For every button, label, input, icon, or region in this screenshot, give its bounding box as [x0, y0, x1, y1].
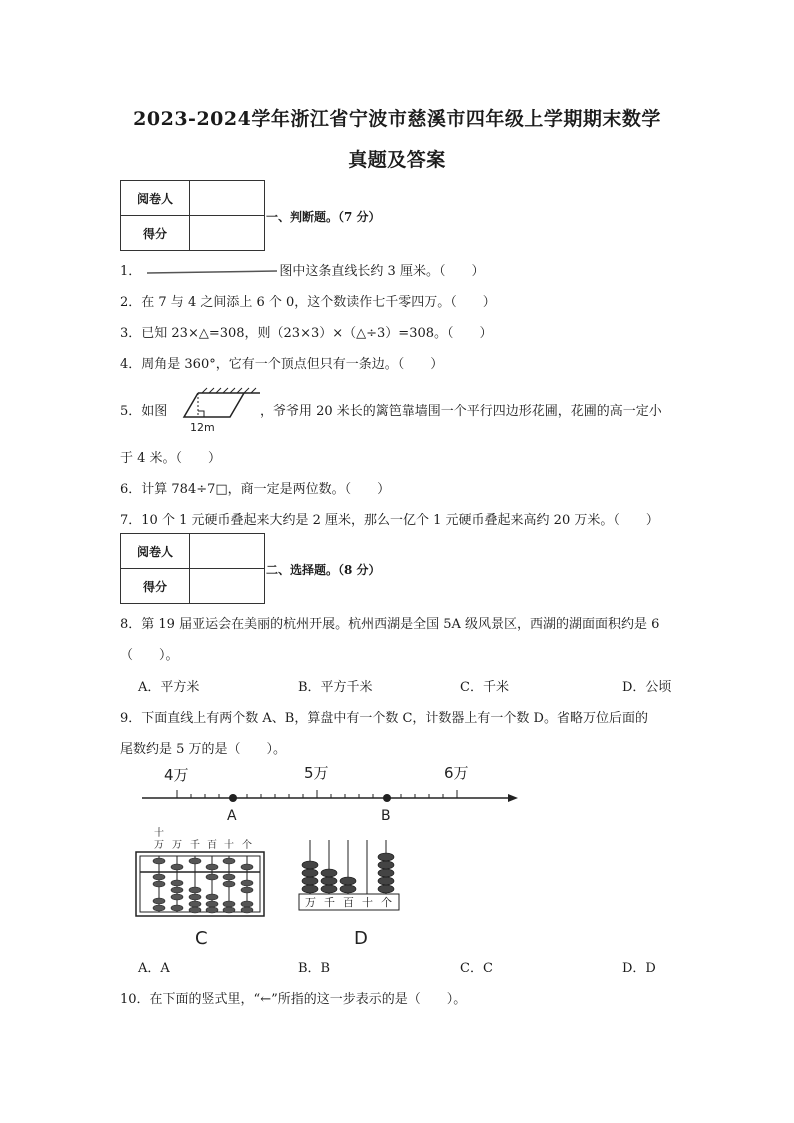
label-4wan: 4万: [164, 766, 189, 784]
point-a: [229, 794, 237, 802]
question-6: 6．计算 784÷7□，商一定是两位数。（ ）: [120, 482, 391, 497]
page-title-line1: 2023-2024学年浙江省宁波市慈溪市四年级上学期期末数学: [133, 108, 661, 130]
counter-bead: [321, 877, 337, 885]
q9-option-b[interactable]: B．B: [298, 961, 331, 976]
counter-header-3: 十: [362, 896, 373, 909]
q9-option-a[interactable]: A．A: [138, 961, 170, 976]
q8-option-c[interactable]: C．千米: [460, 680, 509, 695]
counter-bead: [321, 869, 337, 877]
point-b-label: B: [381, 808, 391, 824]
question-3: 3．已知 23×△=308，则（23×3）×（△÷3）=308。（ ）: [120, 326, 493, 341]
counter-header-2: 百: [343, 896, 354, 909]
question-5-cont: 于 4 米。（ ）: [120, 451, 222, 466]
reviewer-blank: [190, 181, 265, 216]
counter-header-0: 万: [305, 896, 316, 909]
line-figure: [145, 266, 279, 278]
q9-option-c[interactable]: C．C: [460, 961, 493, 976]
label-6wan: 6万: [444, 764, 469, 782]
question-10: 10．在下面的竖式里，“←”所指的这一步表示的是（ ）。: [120, 992, 467, 1007]
point-a-label: A: [227, 808, 237, 824]
page-title-line2: 真题及答案: [348, 149, 446, 171]
score-blank: [190, 569, 265, 604]
abacus-header-1: 万: [172, 840, 182, 851]
point-b: [383, 794, 391, 802]
abacus-c: [132, 826, 272, 946]
counter-bead: [378, 861, 394, 869]
counter-bead: [340, 877, 356, 885]
counter-bead: [321, 885, 337, 893]
question-1-number: 1．: [120, 264, 142, 279]
abacus-header-0: 万: [154, 840, 164, 851]
counter-d: [296, 832, 406, 946]
counter-caption: D: [354, 928, 368, 946]
question-7: 7．10 个 1 元硬币叠起来大约是 2 厘米，那么一亿个 1 元硬币叠起来高约 20 万米。（ ）: [120, 513, 659, 528]
counter-header-4: 个: [381, 896, 392, 909]
counter-bead: [302, 877, 318, 885]
q8-option-b[interactable]: B．平方千米: [298, 680, 373, 695]
counter-header-1: 千: [324, 896, 335, 909]
reviewer-label: 阅卷人: [121, 534, 190, 569]
counter-bead: [302, 885, 318, 893]
question-5-number: 5．如图: [120, 404, 168, 419]
counter-bead: [302, 861, 318, 869]
figure-label-12m: 12m: [190, 421, 215, 434]
abacus-caption: C: [195, 928, 208, 946]
section1-heading: 一、判断题。（7 分）: [266, 210, 381, 224]
question-2: 2．在 7 与 4 之间添上 6 个 0，这个数读作七千零四万。（ ）: [120, 295, 496, 310]
counter-bead: [302, 869, 318, 877]
counter-bead: [378, 869, 394, 877]
score-blank: [190, 216, 265, 251]
abacus-header-5: 个: [242, 840, 252, 851]
abacus-header-2: 千: [190, 840, 200, 851]
q9-option-d[interactable]: D．D: [622, 961, 656, 976]
reviewer-label: 阅卷人: [121, 181, 190, 216]
question-1-text: 图中这条直线长约 3 厘米。（ ）: [279, 264, 485, 279]
abacus-header-3: 百: [207, 840, 217, 851]
q8-option-d[interactable]: D．公顷: [622, 680, 672, 695]
question-9-line2: 尾数约是 5 万的是（ ）。: [120, 742, 287, 757]
reviewer-blank: [190, 534, 265, 569]
counter-bead: [378, 853, 394, 861]
question-8-line2: （ ）。: [120, 648, 179, 663]
abacus-header-4: 十: [224, 840, 234, 851]
question-9-line1: 9．下面直线上有两个数 A、B，算盘中有一个数 C，计数器上有一个数 D。省略万位后面的: [120, 711, 648, 726]
counter-bead: [340, 885, 356, 893]
question-8-line1: 8．第 19 届亚运会在美丽的杭州开展。杭州西湖是全国 5A 级风景区，西湖的湖面面积约是 6: [120, 617, 660, 632]
parallelogram-figure: [176, 387, 262, 435]
score-box-2: [120, 533, 265, 604]
number-line: [138, 760, 524, 824]
question-5-text: ，爷爷用 20 米长的篱笆靠墙围一个平行四边形花圃，花圃的高一定小: [260, 404, 662, 419]
q8-option-a[interactable]: A．平方米: [138, 680, 200, 695]
question-4: 4．周角是 360°，它有一个顶点但只有一条边。（ ）: [120, 357, 444, 372]
score-label: 得分: [121, 569, 190, 604]
counter-bead: [378, 877, 394, 885]
score-label: 得分: [121, 216, 190, 251]
label-5wan: 5万: [304, 764, 329, 782]
abacus-header-top: 十: [154, 828, 164, 839]
score-box-1: [120, 180, 265, 251]
counter-bead: [378, 885, 394, 893]
section2-heading: 二、选择题。（8 分）: [266, 563, 381, 577]
question-1: [120, 260, 484, 279]
